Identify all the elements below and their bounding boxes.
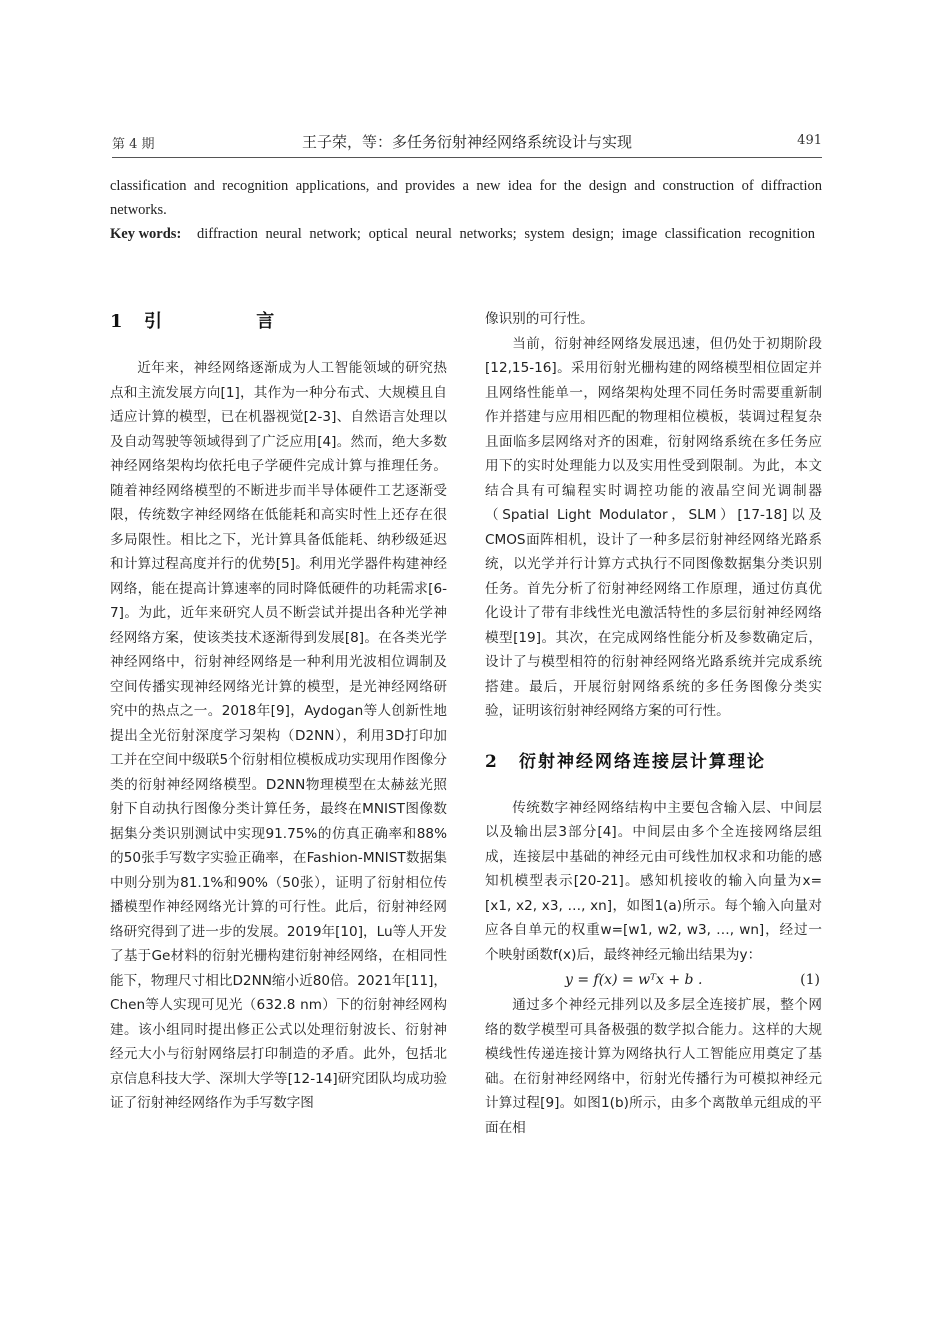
left-column	[110, 300, 447, 1116]
abstract-tail: classification and recognition applications, and provides a new idea for the design and construction of diffraction networks.	[110, 178, 822, 218]
intro-paragraph-1: 近年来，神经网络逐渐成为人工智能领域的研究热点和主流发展方向[1]，其作为一种分布式、大规模且自适应计算的模型，已在机器视觉[2-3]、自然语言处理以及自动驾驶等领域得到了广泛应用[4]。然而，绝大多数神经网络架构均依托电子学硬件完成计算与推理任务。随着神经网络模型的不断进步而半导体硬件工艺逐渐受限，传统数字神经网络在低能耗和高实时性上还存在很多局限性。相比之下，光计算具备低能耗、纳秒级延迟和计算过程高度并行的优势[5]。利用光学器件构建神经网络，能在提高计算速率的同时降低硬件的功耗需求[6-7]。为此，近年来研究人员不断尝试并提出各种光学神经网络方案，使该类技术逐渐得到发展[8]。在各类光学神经网络中，衍射神经网络是一种利用光波相位调制及空间传播实现神经网络光计算的模型，是光神经网络研究中的热点之一。2018年[9]，Aydogan等人创新性地提出全光衍射深度学习架构（D2NN），利用3D打印加工并在空间中级联5个衍射相位模板成功实现用作图像分类的衍射神经网络模型。D2NN物理模型在太赫兹光照射下自动执行图像分类计算任务，最终在MNIST图像数据集分类识别测试中实现91.75%的仿真正确率和88%的50张手写数字实验正确率，在Fashion-MNIST数据集中则分别为81.1%和90%（50张），证明了衍射相位传播模型作神经网络光计算的可行性。此后，衍射神经网络研究得到了进一步的发展。2019年[10]，Lu等人开发了基于Ge材料的衍射光栅构建衍射神经网络，在相同性能下，物理尺寸相比D2NN缩小近80倍。2021年[11]，Chen等人实现可见光（632.8 nm）下的衍射神经网构建。该小组同时提出修正公式以处理衍射波长、衍射神经元大小与衍射网络层打印制造的矛盾。此外，包括北京信息科技大学、深圳大学等[12-14]研究团队均成功验证了衍射神经网络作为手写数字图	[110, 360, 447, 1111]
equation-1-body: y = f(x) = wᵀx + b .	[565, 971, 703, 988]
keywords	[110, 222, 822, 246]
section-2-number: 2	[485, 751, 499, 772]
section-1-heading	[110, 304, 447, 340]
section-2-heading	[485, 744, 822, 780]
section-1-title: 引 言	[144, 311, 319, 332]
equation-1-number: (1)	[800, 971, 820, 988]
right-column	[485, 307, 822, 1140]
section-1-number: 1	[110, 311, 123, 332]
equation-1	[485, 967, 822, 993]
theory-paragraph-1: 传统数字神经网络结构中主要包含输入层、中间层以及输出层3部分[4]。中间层由多个全连接网络层组成，连接层中基础的神经元由可线性加权求和功能的感知机模型表示[20-21]。感知机接收的输入向量为x=[x1, x2, x3, …, xn]，如图1(a)所示。每个输入向量对应各自单元的权重w=[w1, w2, w3, …, wn]，经过一个映射函数f(x)后，最终神经元输出结果为y：	[485, 799, 822, 963]
keywords-label: Key words:	[110, 226, 182, 242]
keywords-text: diffraction neural network; optical neural networks; system design; image classification recognition	[197, 226, 815, 242]
intro-paragraph-1-continued: 像识别的可行性。	[485, 311, 594, 327]
issue-label: 第 4 期	[112, 137, 155, 152]
running-title: 王子荣，等：多任务衍射神经网络系统设计与实现	[301, 133, 632, 151]
section-2-title: 衍射神经网络连接层计算理论	[519, 751, 766, 772]
page-number: 491	[797, 133, 822, 148]
intro-paragraph-2: 当前，衍射神经网络发展迅速，但仍处于初期阶段[12,15-16]。采用衍射光栅构建的网络模型相位固定并且网络性能单一，网络架构处理不同任务时需要重新制作并搭建与应用相匹配的物理相位模板，装调过程复杂且面临多层网络对齐的困难，衍射网络系统在多任务应用下的实时处理能力以及实用性受到限制。为此，本文结合具有可编程实时调控功能的液晶空间光调制器（Spatial Light Modulator，SLM）[17-18]以及CMOS面阵相机，设计了一种多层衍射神经网络光路系统，以光学并行计算方式执行不同图像数据集分类识别任务。首先分析了衍射神经网络工作原理，通过仿真优化设计了带有非线性光电激活特性的多层衍射神经网络模型[19]。其次，在完成网络性能分析及参数确定后，设计了与模型相符的衍射神经网络光路系统并完成系统搭建。最后，开展衍射网络系统的多任务图像分类实验，证明该衍射神经网络方案的可行性。	[485, 335, 822, 719]
theory-paragraph-2: 通过多个神经元排列以及多层全连接扩展，整个网络的数学模型可具备极强的数学拟合能力。这样的大规模线性传递连接计算为网络执行人工智能应用奠定了基础。在衍射神经网络中，衍射光传播行为可模拟神经元计算过程[9]。如图1(b)所示，由多个离散单元组成的平面在相	[485, 997, 822, 1136]
running-header	[112, 131, 822, 158]
